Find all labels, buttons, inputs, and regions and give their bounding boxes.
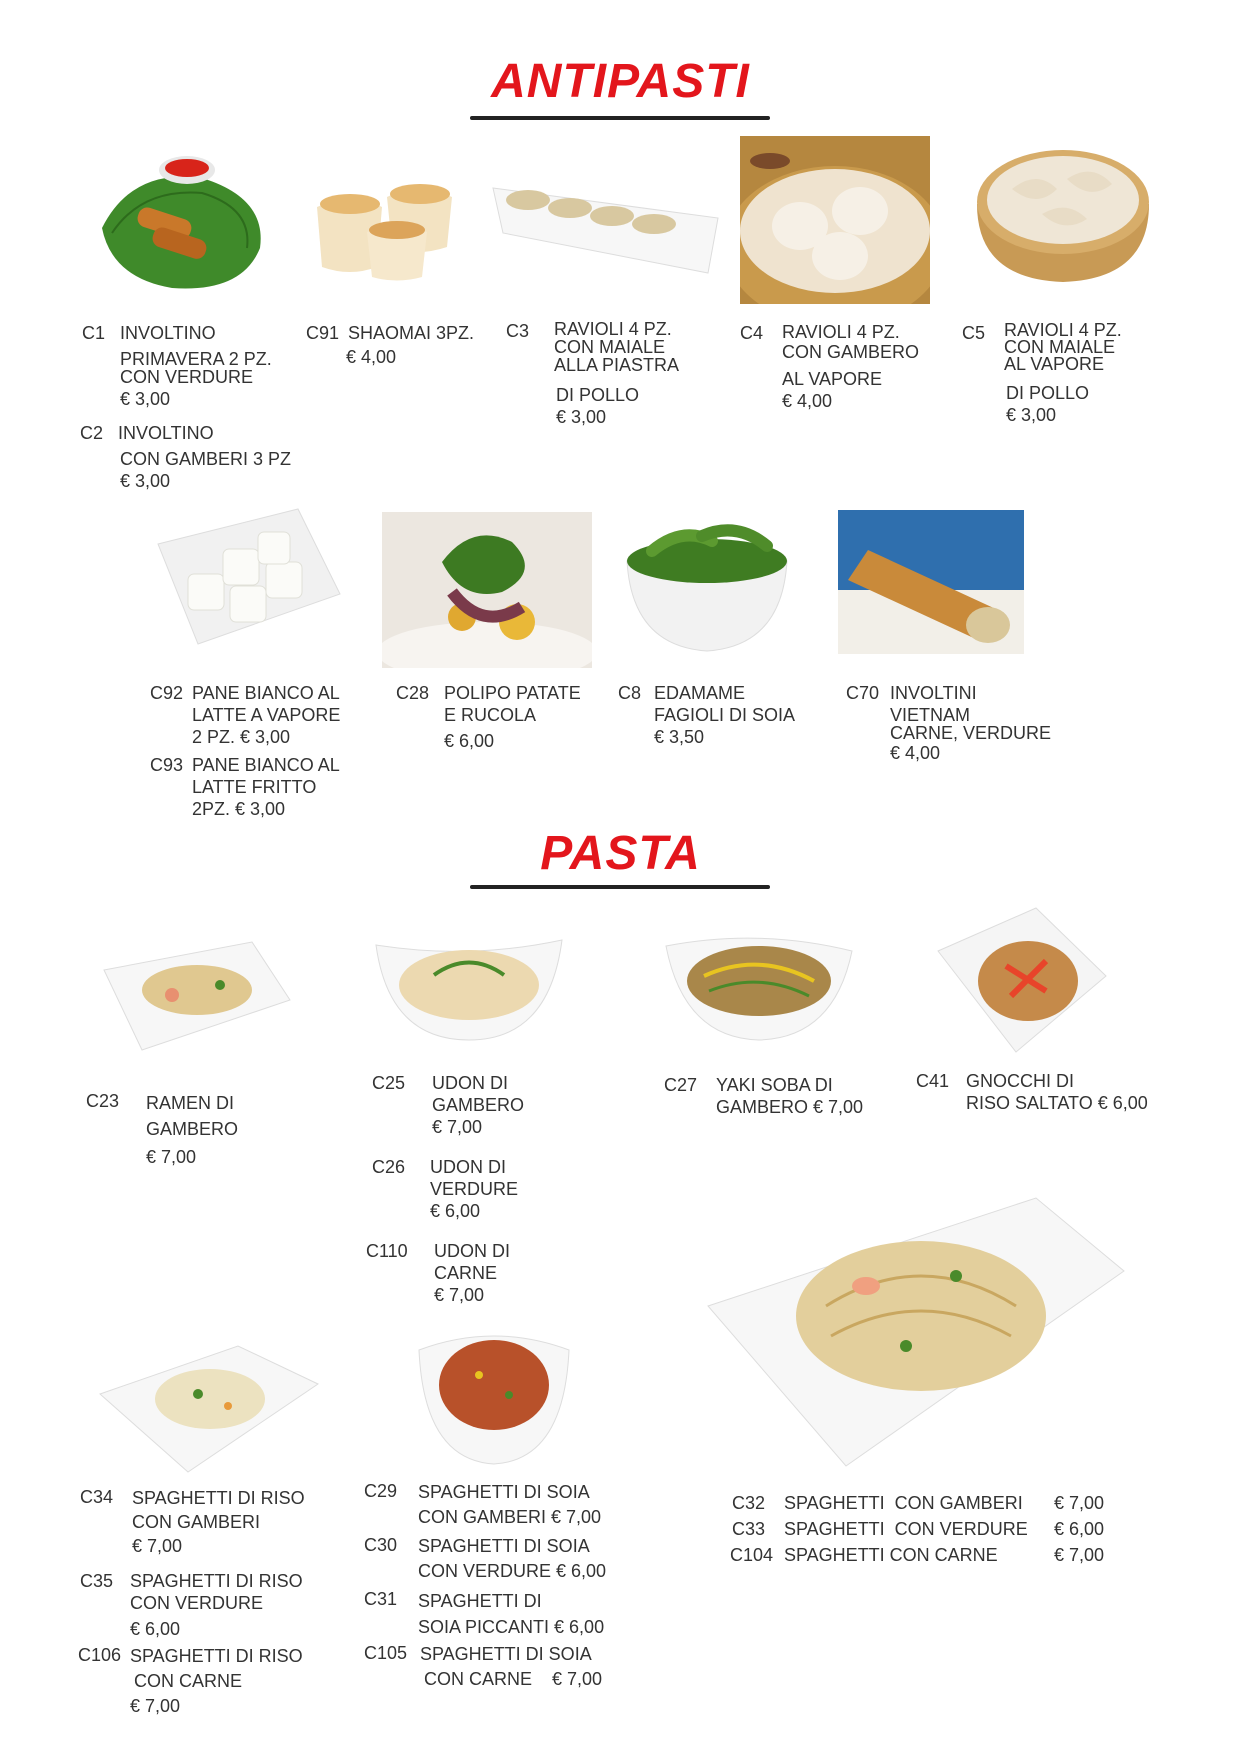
pasta-underline bbox=[470, 885, 770, 889]
spaghetti-photo bbox=[706, 1196, 1126, 1468]
octopus-salad-photo bbox=[382, 512, 592, 668]
rice-gnocchi-photo bbox=[936, 906, 1108, 1054]
antipasti-underline bbox=[470, 116, 770, 120]
shaomai-photo bbox=[312, 172, 462, 282]
yaki-soba-photo bbox=[664, 926, 854, 1042]
price-c104: € 7,00 bbox=[1054, 1545, 1105, 1565]
price-c33: € 6,00 bbox=[1054, 1519, 1105, 1539]
white-bread-photo bbox=[148, 504, 344, 654]
vietnam-rolls-photo bbox=[838, 510, 1024, 654]
edamame-photo bbox=[622, 516, 792, 656]
antipasti-title: ANTIPASTI bbox=[491, 55, 750, 108]
steamed-pork-ravioli-photo bbox=[972, 144, 1154, 284]
spring-roll-photo bbox=[92, 148, 272, 298]
steamed-shrimp-ravioli-photo bbox=[740, 136, 930, 304]
pasta-title: PASTA bbox=[540, 827, 701, 880]
grilled-ravioli-photo bbox=[488, 178, 723, 278]
soy-spaghetti-photo bbox=[414, 1320, 574, 1466]
price-c32: € 7,00 bbox=[1054, 1493, 1105, 1513]
rice-spaghetti-photo bbox=[98, 1344, 320, 1474]
udon-photo bbox=[374, 930, 564, 1042]
ramen-photo bbox=[102, 940, 292, 1052]
